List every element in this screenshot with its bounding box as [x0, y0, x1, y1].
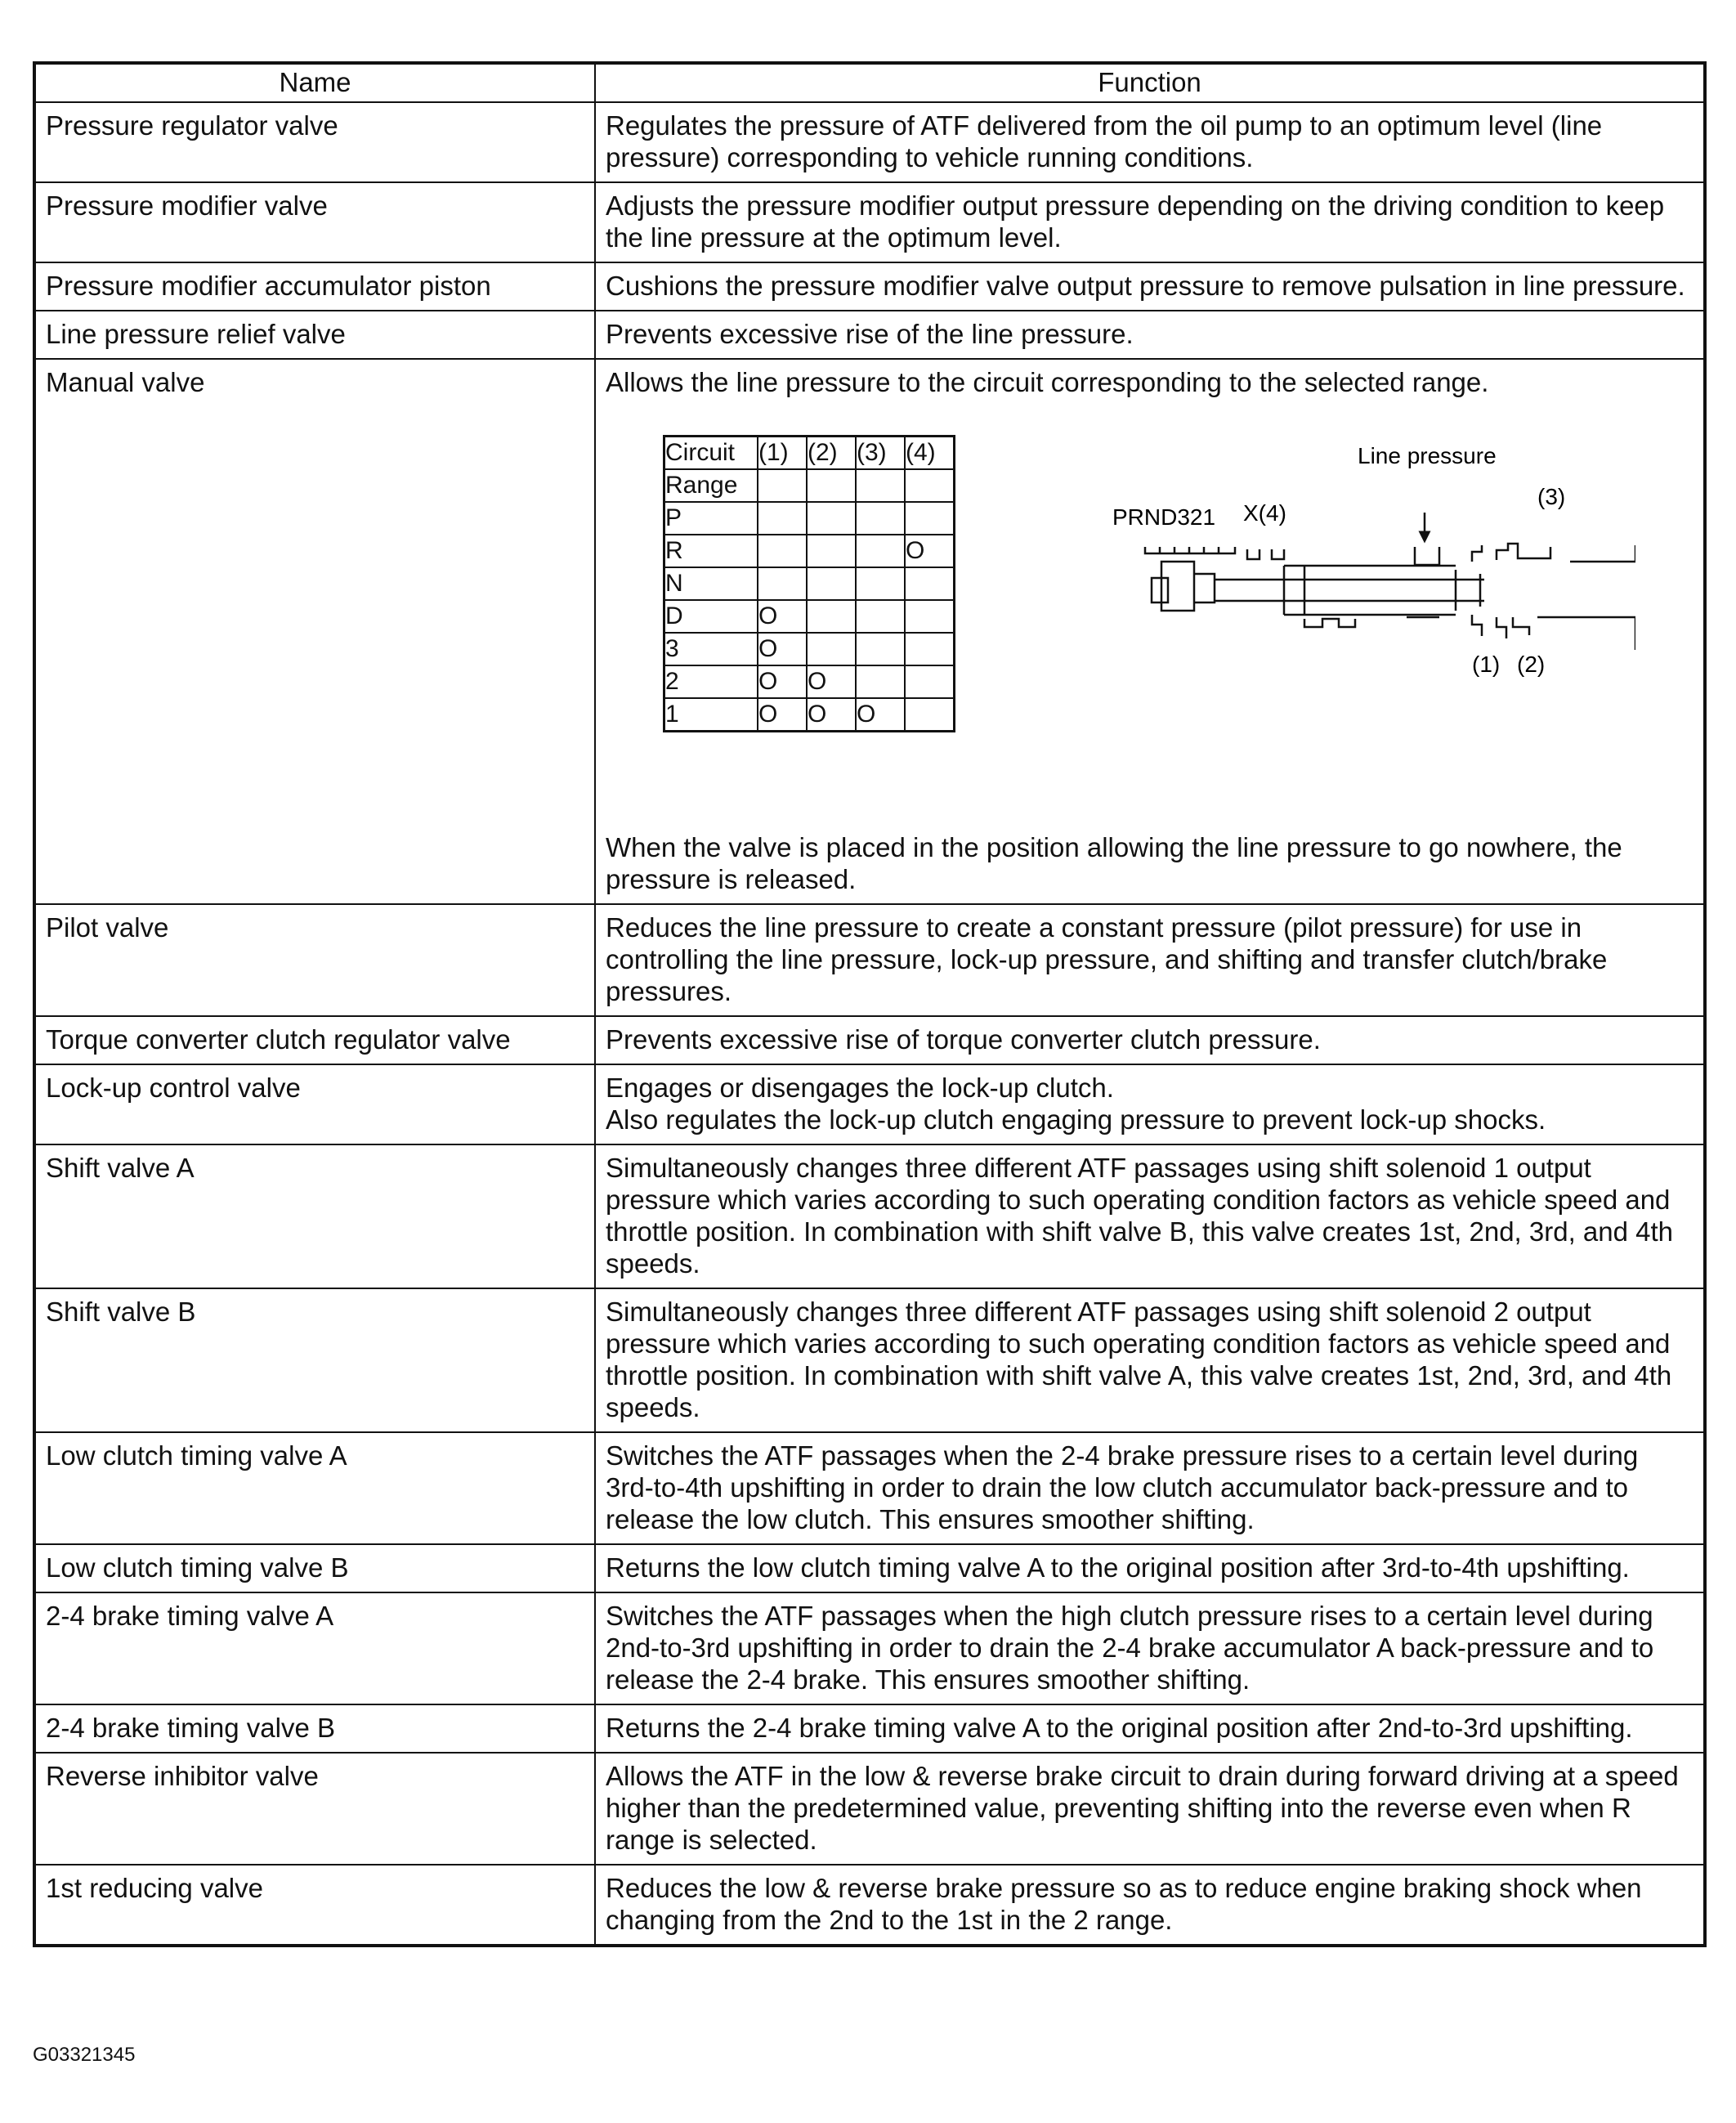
valve-name: Reverse inhibitor valve: [34, 1753, 595, 1865]
function-text: Adjusts the pressure modifier output pressure depending on the driving condition to keep the line pressure at the optimum level.: [606, 190, 1665, 253]
table-row: [34, 1704, 1705, 1753]
valve-name: Lock-up control valve: [34, 1064, 595, 1144]
range-label: 1: [664, 698, 758, 732]
circuit-mark: [758, 502, 807, 535]
valve-name: Pressure modifier valve: [34, 182, 595, 262]
table-row: [34, 311, 1705, 359]
figure-id: G03321345: [33, 2044, 136, 2066]
table-row: [34, 102, 1705, 182]
circuit-mark: [807, 633, 856, 665]
function-text: Allows the ATF in the low & reverse brake circuit to drain during forward driving at a speed higher than the predetermined value, preventing shifting into the reverse even when R range is selected.: [606, 1761, 1679, 1855]
valve-function: [595, 1592, 1705, 1704]
valve-name: Pilot valve: [34, 904, 595, 1016]
circuit-label: (4): [905, 437, 955, 470]
circuit-mark: O: [905, 535, 955, 567]
circuit-mark: [807, 535, 856, 567]
function-text: Reduces the low & reverse brake pressure so as to reduce engine braking shock when changing from the 2nd to the 1st in the 2 range.: [606, 1873, 1642, 1935]
ports-1-2: [1472, 615, 1635, 650]
valve-function: [595, 1865, 1705, 1946]
circuit-mark: O: [856, 698, 905, 732]
range-label: R: [664, 535, 758, 567]
valve-name: Pressure regulator valve: [34, 102, 595, 182]
function-text: Cushions the pressure modifier valve output pressure to remove pulsation in line pressure.: [606, 271, 1685, 301]
function-text: Reduces the line pressure to create a constant pressure (pilot pressure) for use in controlling the line pressure, lock-up pressure, and shifting and transfer clutch/brake pressures.: [606, 912, 1608, 1006]
circuit-label: (3): [856, 437, 905, 470]
manual-valve-schematic: [1112, 439, 1635, 684]
circuit-mark: [856, 502, 905, 535]
valve-name: Pressure modifier accumulator piston: [34, 262, 595, 311]
range-label: 2: [664, 665, 758, 698]
function-text: Switches the ATF passages when the high clutch pressure rises to a certain level during 2nd-to-3rd upshifting in order to drain the 2-4 brake accumulator A back-pressure and to release the 2-4 brake. This ensures smoother shifting.: [606, 1601, 1654, 1695]
circuit-mark: [758, 535, 807, 567]
range-row: [664, 600, 955, 633]
port-1-label: (1): [1472, 652, 1501, 677]
circuit-mark: [856, 535, 905, 567]
valve-function: [595, 904, 1705, 1016]
valve-bore: [1215, 580, 1484, 601]
circuit-mark: O: [807, 665, 856, 698]
line-pressure-label: Line pressure: [1358, 443, 1497, 468]
circuit-mark: O: [807, 698, 856, 732]
circuit-mark: [856, 665, 905, 698]
port-3: [1472, 544, 1635, 562]
range-header: Range: [664, 469, 758, 502]
valve-function: [595, 1144, 1705, 1288]
function-text: Regulates the pressure of ATF delivered from the oil pump to an optimum level (line pressure) corresponding to vehicle running conditions.: [606, 110, 1603, 172]
detent-notches: [1145, 547, 1235, 553]
port-2-label: (2): [1517, 652, 1546, 677]
table-row: [34, 1865, 1705, 1946]
circuit-mark: O: [758, 633, 807, 665]
function-text: Simultaneously changes three different ATF passages using shift solenoid 1 output pressure which varies according to such operating condition factors as vehicle speed and throttle position. In combination with shift valve B, this valve creates 1st, 2nd, 3rd, and 4th speeds.: [606, 1153, 1674, 1279]
range-row: [664, 502, 955, 535]
valve-name: 2-4 brake timing valve A: [34, 1592, 595, 1704]
prnd-label: PRND321: [1112, 504, 1216, 530]
range-label: D: [664, 600, 758, 633]
circuit-mark: [807, 600, 856, 633]
circuit-mark: [905, 633, 955, 665]
port-3-label: (3): [1537, 484, 1566, 509]
valve-function: [595, 1016, 1705, 1064]
valve-function: [595, 182, 1705, 262]
function-text: Simultaneously changes three different ATF passages using shift solenoid 2 output pressure which varies according to such operating condition factors as vehicle speed and throttle position. In combination with shift valve A, this valve creates 1st, 2nd, 3rd, and 4th speeds.: [606, 1297, 1672, 1422]
function-text: Also regulates the lock-up clutch engaging pressure to prevent lock-up shocks.: [606, 1104, 1546, 1135]
circuit-header: Circuit: [664, 437, 758, 470]
circuit-mark: [807, 567, 856, 600]
table-row: [34, 1432, 1705, 1544]
range-label: N: [664, 567, 758, 600]
line-pressure-port: [1415, 547, 1439, 565]
circuit-mark: [905, 698, 955, 732]
table-row: [34, 182, 1705, 262]
valve-name: Line pressure relief valve: [34, 311, 595, 359]
valve-function: [595, 1064, 1705, 1144]
range-row: [664, 567, 955, 600]
manual-valve-figure: [606, 398, 1693, 831]
table-row: [34, 1592, 1705, 1704]
valve-name: Shift valve A: [34, 1144, 595, 1288]
circuit-mark: O: [758, 665, 807, 698]
function-text: When the valve is placed in the position allowing the line pressure to go nowhere, the pressure is released.: [606, 832, 1622, 894]
function-text: Returns the low clutch timing valve A to the original position after 3rd-to-4th upshifting.: [606, 1552, 1630, 1583]
drain-ports: [1247, 549, 1284, 559]
valve-name: Manual valve: [34, 359, 595, 904]
valve-name: Torque converter clutch regulator valve: [34, 1016, 595, 1064]
valve-name: Shift valve B: [34, 1288, 595, 1432]
circuit-mark: [856, 633, 905, 665]
valve-function: [595, 102, 1705, 182]
circuit-mark: [856, 567, 905, 600]
table-row: [34, 1144, 1705, 1288]
valve-function: [595, 1288, 1705, 1432]
table-row: [34, 1288, 1705, 1432]
table-row: [34, 1016, 1705, 1064]
name-column-header: Name: [34, 63, 595, 102]
valve-function: [595, 262, 1705, 311]
circuit-mark: [807, 502, 856, 535]
function-text: Engages or disengages the lock-up clutch.: [606, 1073, 1114, 1103]
circuit-label: (2): [807, 437, 856, 470]
table-row: [34, 1753, 1705, 1865]
valve-function: [595, 1704, 1705, 1753]
function-text: Switches the ATF passages when the 2-4 brake pressure rises to a certain level during 3rd-to-4th upshifting in order to drain the low clutch accumulator back-pressure and to release the low clutch. This ensures smoother shifting.: [606, 1440, 1639, 1534]
circuit-label: (1): [758, 437, 807, 470]
valve-name: 1st reducing valve: [34, 1865, 595, 1946]
valve-function-table: [33, 61, 1707, 1947]
circuit-mark: O: [758, 698, 807, 732]
circuit-mark: [905, 502, 955, 535]
circuit-mark: [758, 567, 807, 600]
valve-name: Low clutch timing valve A: [34, 1432, 595, 1544]
table-row: [34, 1544, 1705, 1592]
valve-function: [595, 1753, 1705, 1865]
range-label: P: [664, 502, 758, 535]
range-row: [664, 535, 955, 567]
table-row: [34, 1064, 1705, 1144]
valve-name: 2-4 brake timing valve B: [34, 1704, 595, 1753]
circuit-mark: O: [758, 600, 807, 633]
table-row: [34, 359, 1705, 904]
function-text: Allows the line pressure to the circuit corresponding to the selected range.: [606, 367, 1489, 397]
circuit-mark: [905, 665, 955, 698]
range-row: [664, 633, 955, 665]
function-column-header: Function: [595, 63, 1705, 102]
circuit-mark: [856, 600, 905, 633]
function-text: Returns the 2-4 brake timing valve A to the original position after 2nd-to-3rd upshifting.: [606, 1713, 1633, 1743]
valve-function: [595, 359, 1705, 904]
valve-name: Low clutch timing valve B: [34, 1544, 595, 1592]
function-text: Prevents excessive rise of torque converter clutch pressure.: [606, 1024, 1321, 1055]
valve-function: [595, 1544, 1705, 1592]
range-label: 3: [664, 633, 758, 665]
table-row: [34, 904, 1705, 1016]
header-row: [34, 63, 1705, 102]
circuit-mark: [905, 567, 955, 600]
drain-label: X(4): [1243, 500, 1286, 526]
circuit-range-table: [663, 435, 955, 732]
table-row: [34, 262, 1705, 311]
range-row: [664, 698, 955, 732]
range-row: [664, 665, 955, 698]
spool-handle: [1152, 562, 1215, 611]
circuit-mark: [905, 600, 955, 633]
valve-function: [595, 311, 1705, 359]
valve-function: [595, 1432, 1705, 1544]
function-text: Prevents excessive rise of the line pressure.: [606, 319, 1134, 349]
